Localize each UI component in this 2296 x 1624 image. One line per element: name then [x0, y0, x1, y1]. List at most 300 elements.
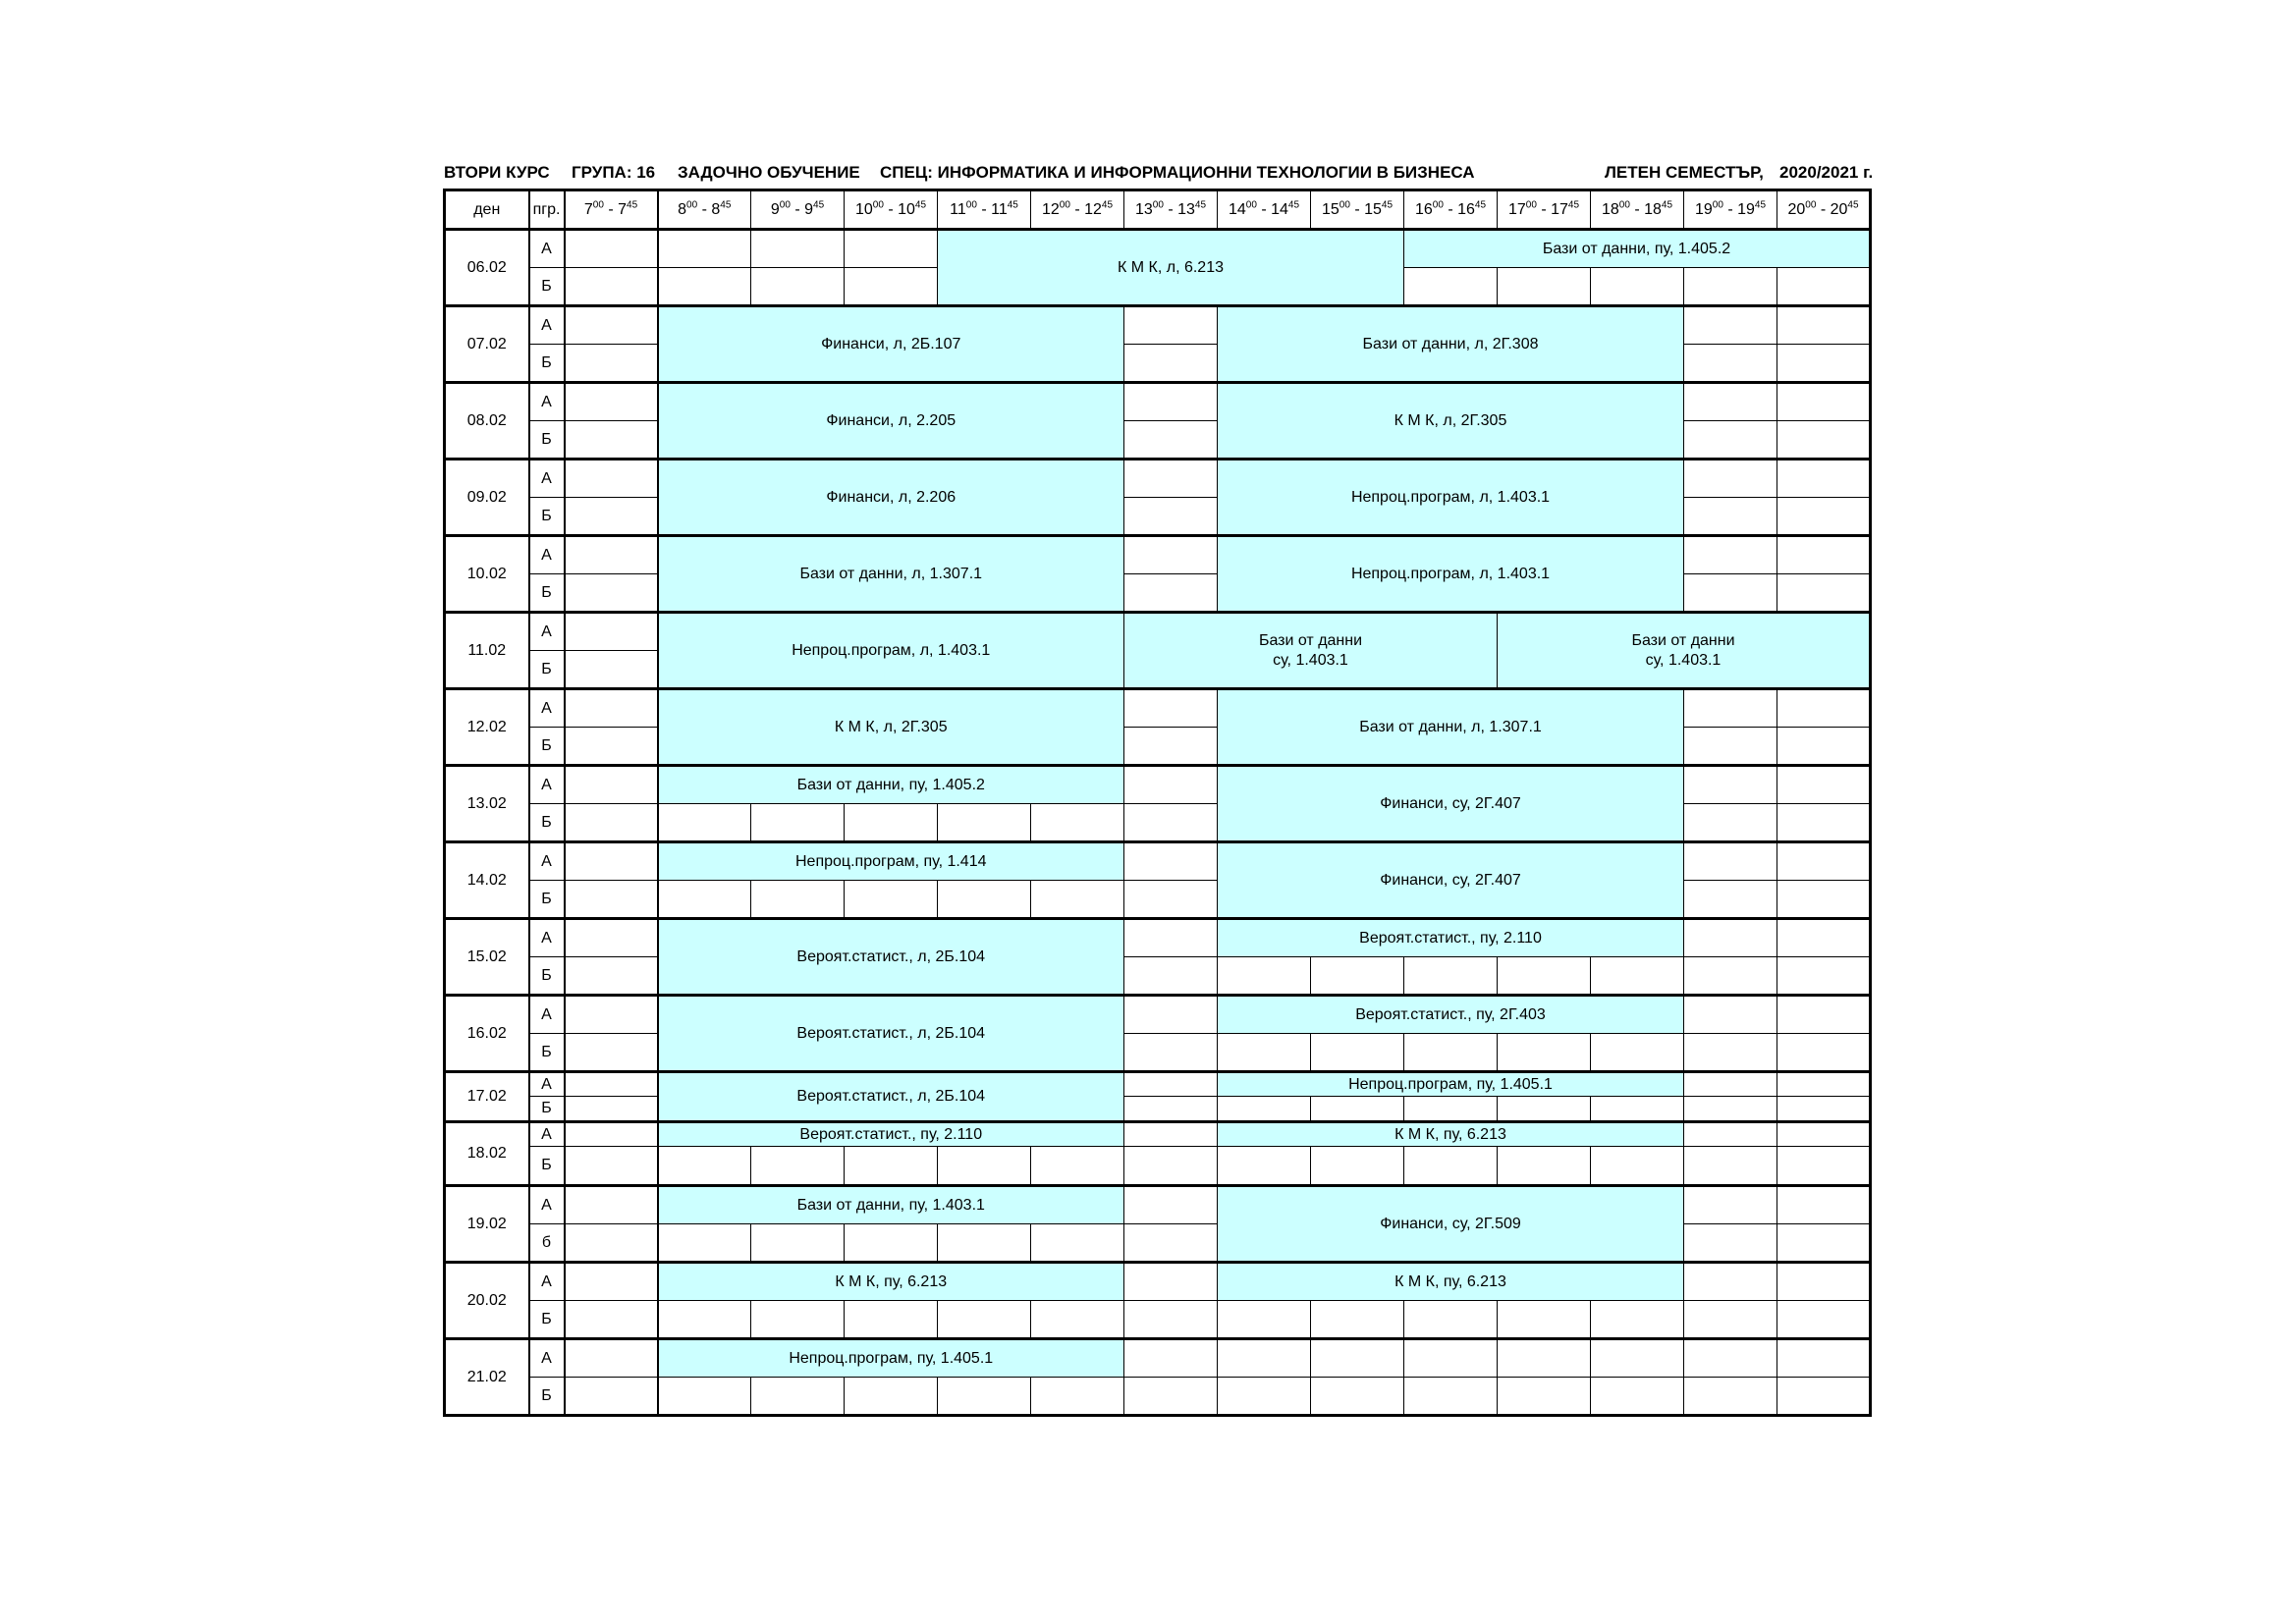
empty-slot [565, 1147, 658, 1186]
empty-slot [565, 383, 658, 421]
slot-header: $8^{00} - 8^{45}$ [658, 190, 751, 230]
subgroup-label: А [529, 1186, 565, 1224]
empty-slot [1404, 1301, 1498, 1339]
empty-slot [1311, 957, 1404, 996]
empty-slot [565, 613, 658, 651]
day-row-subgroup-a [445, 919, 1871, 957]
day-row-subgroup-a [445, 766, 1871, 804]
empty-slot [1124, 1263, 1218, 1301]
empty-slot [1684, 383, 1777, 421]
empty-slot [565, 957, 658, 996]
slot-header: $15^{00} - 15^{45}$ [1311, 190, 1404, 230]
empty-slot [1591, 1097, 1684, 1122]
empty-slot [845, 1378, 938, 1416]
empty-slot [845, 268, 938, 306]
day-date: 11.02 [445, 613, 529, 689]
empty-slot [565, 881, 658, 919]
day-row-subgroup-b [445, 1301, 1871, 1339]
subgroup-label: б [529, 1224, 565, 1263]
day-date: 09.02 [445, 460, 529, 536]
empty-slot [565, 766, 658, 804]
empty-slot [565, 804, 658, 842]
subgroup-label: А [529, 536, 565, 574]
empty-slot [1777, 383, 1871, 421]
subgroup-label: А [529, 1263, 565, 1301]
day-row-subgroup-a [445, 1122, 1871, 1147]
empty-slot [565, 306, 658, 345]
subgroup-label: Б [529, 268, 565, 306]
empty-slot [1311, 1097, 1404, 1122]
empty-slot [1124, 1072, 1218, 1097]
empty-slot [1218, 957, 1311, 996]
day-row-subgroup-a [445, 689, 1871, 728]
empty-slot [565, 1224, 658, 1263]
empty-slot [1124, 1339, 1218, 1378]
empty-slot [1124, 421, 1218, 460]
academic-year-label: 2020/2021 г. [1779, 163, 1874, 182]
empty-slot [658, 1378, 751, 1416]
day-date: 06.02 [445, 230, 529, 306]
day-date: 12.02 [445, 689, 529, 766]
class-block: Финанси, л, 2.206 [658, 460, 1124, 536]
day-date: 13.02 [445, 766, 529, 842]
empty-slot [565, 421, 658, 460]
empty-slot [1684, 268, 1777, 306]
empty-slot [1777, 1122, 1871, 1147]
empty-slot [1777, 460, 1871, 498]
empty-slot [1498, 957, 1591, 996]
empty-slot [1124, 728, 1218, 766]
empty-slot [565, 574, 658, 613]
class-block: Непроц.програм, л, 1.403.1 [1218, 460, 1684, 536]
empty-slot [1218, 1034, 1311, 1072]
day-row-subgroup-a [445, 1263, 1871, 1301]
empty-slot [1777, 766, 1871, 804]
empty-slot [1777, 919, 1871, 957]
empty-slot [1777, 1224, 1871, 1263]
empty-slot [1031, 881, 1124, 919]
empty-slot [1777, 957, 1871, 996]
day-date: 20.02 [445, 1263, 529, 1339]
empty-slot [1684, 421, 1777, 460]
subgroup-label: Б [529, 421, 565, 460]
empty-slot [565, 919, 658, 957]
day-row-subgroup-a [445, 1186, 1871, 1224]
empty-slot [1777, 804, 1871, 842]
empty-slot [1124, 766, 1218, 804]
slot-header: $14^{00} - 14^{45}$ [1218, 190, 1311, 230]
empty-slot [565, 1301, 658, 1339]
empty-slot [1684, 1034, 1777, 1072]
empty-slot [1031, 1147, 1124, 1186]
subgroup-label: Б [529, 574, 565, 613]
empty-slot [565, 268, 658, 306]
empty-slot [1684, 1339, 1777, 1378]
day-row-subgroup-a [445, 842, 1871, 881]
header-row [445, 190, 1871, 230]
empty-slot [751, 230, 845, 268]
subgroup-label: А [529, 383, 565, 421]
empty-slot [1777, 306, 1871, 345]
empty-slot [1311, 1339, 1404, 1378]
empty-slot [1591, 1147, 1684, 1186]
subgroup-label: Б [529, 651, 565, 689]
class-block: Вероят.статист., пу, 2Г.403 [1218, 996, 1684, 1034]
empty-slot [658, 268, 751, 306]
empty-slot [1777, 1339, 1871, 1378]
empty-slot [1124, 383, 1218, 421]
class-block: Вероят.статист., л, 2Б.104 [658, 996, 1124, 1072]
empty-slot [1031, 1378, 1124, 1416]
class-block: Бази от данни, пу, 1.405.2 [1404, 230, 1871, 268]
slot-header: $9^{00} - 9^{45}$ [751, 190, 845, 230]
empty-slot [1591, 1339, 1684, 1378]
empty-slot [565, 1097, 658, 1122]
slot-header: $18^{00} - 18^{45}$ [1591, 190, 1684, 230]
class-block: Непроц.програм, пу, 1.405.1 [658, 1339, 1124, 1378]
subgroup-label: А [529, 919, 565, 957]
empty-slot [658, 804, 751, 842]
empty-slot [1684, 1378, 1777, 1416]
empty-slot [1498, 1147, 1591, 1186]
empty-slot [1777, 1034, 1871, 1072]
empty-slot [938, 1378, 1031, 1416]
empty-slot [1124, 1122, 1218, 1147]
class-block: Вероят.статист., л, 2Б.104 [658, 1072, 1124, 1122]
empty-slot [1124, 1186, 1218, 1224]
empty-slot [1777, 421, 1871, 460]
empty-slot [845, 1301, 938, 1339]
class-block: Финанси, л, 2Б.107 [658, 306, 1124, 383]
empty-slot [1124, 996, 1218, 1034]
group-label: ГРУПА: 16 [572, 163, 656, 182]
schedule-header [444, 163, 1878, 187]
day-date: 07.02 [445, 306, 529, 383]
empty-slot [1684, 728, 1777, 766]
day-row-subgroup-a [445, 460, 1871, 498]
empty-slot [565, 996, 658, 1034]
empty-slot [1218, 1378, 1311, 1416]
empty-slot [1404, 957, 1498, 996]
empty-slot [1684, 1097, 1777, 1122]
empty-slot [1591, 1378, 1684, 1416]
empty-slot [565, 728, 658, 766]
empty-slot [938, 1301, 1031, 1339]
class-block: К М К, л, 2Г.305 [658, 689, 1124, 766]
empty-slot [751, 1378, 845, 1416]
empty-slot [938, 804, 1031, 842]
class-block: К М К, пу, 6.213 [1218, 1122, 1684, 1147]
class-block: Непроц.програм, л, 1.403.1 [1218, 536, 1684, 613]
day-row-subgroup-a [445, 230, 1871, 268]
class-block: Финанси, л, 2.205 [658, 383, 1124, 460]
day-date: 17.02 [445, 1072, 529, 1122]
empty-slot [1777, 1072, 1871, 1097]
empty-slot [1404, 1097, 1498, 1122]
day-date: 21.02 [445, 1339, 529, 1416]
empty-slot [751, 881, 845, 919]
empty-slot [1684, 1186, 1777, 1224]
day-row-subgroup-a [445, 1072, 1871, 1097]
empty-slot [938, 1224, 1031, 1263]
empty-slot [1777, 842, 1871, 881]
subgroup-label: Б [529, 1301, 565, 1339]
day-row-subgroup-a [445, 306, 1871, 345]
empty-slot [1684, 1301, 1777, 1339]
empty-slot [1124, 460, 1218, 498]
empty-slot [751, 1147, 845, 1186]
day-row-subgroup-a [445, 996, 1871, 1034]
empty-slot [1777, 996, 1871, 1034]
empty-slot [1498, 268, 1591, 306]
class-block: Вероят.статист., пу, 2.110 [1218, 919, 1684, 957]
empty-slot [565, 1186, 658, 1224]
class-block: К М К, пу, 6.213 [1218, 1263, 1684, 1301]
empty-slot [565, 1378, 658, 1416]
empty-slot [658, 1224, 751, 1263]
empty-slot [1684, 536, 1777, 574]
empty-slot [1684, 919, 1777, 957]
empty-slot [1684, 574, 1777, 613]
empty-slot [845, 804, 938, 842]
study-mode-label: ЗАДОЧНО ОБУЧЕНИЕ [678, 163, 860, 182]
empty-slot [938, 881, 1031, 919]
empty-slot [658, 881, 751, 919]
subgroup-label: Б [529, 1378, 565, 1416]
subgroup-label: А [529, 1072, 565, 1097]
day-row-subgroup-b [445, 1378, 1871, 1416]
class-block: Бази от данни, л, 2Г.308 [1218, 306, 1684, 383]
empty-slot [1124, 574, 1218, 613]
empty-slot [1124, 498, 1218, 536]
class-block: Вероят.статист., пу, 2.110 [658, 1122, 1124, 1147]
day-date: 10.02 [445, 536, 529, 613]
empty-slot [1311, 1034, 1404, 1072]
empty-slot [1777, 881, 1871, 919]
empty-slot [1124, 306, 1218, 345]
empty-slot [845, 1224, 938, 1263]
empty-slot [1124, 1378, 1218, 1416]
class-block: Бази от данни су, 1.403.1 [1124, 613, 1498, 689]
slot-header: $12^{00} - 12^{45}$ [1031, 190, 1124, 230]
empty-slot [1218, 1339, 1311, 1378]
day-row-subgroup-a [445, 383, 1871, 421]
slot-header: $10^{00} - 10^{45}$ [845, 190, 938, 230]
class-block: Бази от данни, л, 1.307.1 [658, 536, 1124, 613]
empty-slot [1591, 1034, 1684, 1072]
slot-header: $17^{00} - 17^{45}$ [1498, 190, 1591, 230]
empty-slot [1777, 1097, 1871, 1122]
class-block: Вероят.статист., л, 2Б.104 [658, 919, 1124, 996]
subgroup-label: Б [529, 881, 565, 919]
subgroup-label: Б [529, 957, 565, 996]
empty-slot [751, 268, 845, 306]
empty-slot [1124, 881, 1218, 919]
subgroup-label: Б [529, 728, 565, 766]
empty-slot [1031, 1301, 1124, 1339]
subgroup-label: А [529, 1122, 565, 1147]
empty-slot [1684, 881, 1777, 919]
empty-slot [1498, 1034, 1591, 1072]
class-block: К М К, пу, 6.213 [658, 1263, 1124, 1301]
empty-slot [1124, 1097, 1218, 1122]
class-block: Бази от данни су, 1.403.1 [1498, 613, 1871, 689]
empty-slot [1311, 1378, 1404, 1416]
day-date: 14.02 [445, 842, 529, 919]
empty-slot [751, 804, 845, 842]
empty-slot [1684, 1072, 1777, 1097]
slot-header: $20^{00} - 20^{45}$ [1777, 190, 1871, 230]
subgroup-label: Б [529, 804, 565, 842]
subgroup-label: А [529, 613, 565, 651]
subgroup-label: А [529, 766, 565, 804]
empty-slot [1498, 1097, 1591, 1122]
empty-slot [565, 1072, 658, 1097]
subgroup-label: Б [529, 1097, 565, 1122]
day-date: 08.02 [445, 383, 529, 460]
empty-slot [1498, 1301, 1591, 1339]
empty-slot [1311, 1301, 1404, 1339]
empty-slot [1404, 1147, 1498, 1186]
empty-slot [1777, 728, 1871, 766]
empty-slot [1684, 1122, 1777, 1147]
slot-header: $7^{00} - 7^{45}$ [565, 190, 658, 230]
class-block: Непроц.програм, пу, 1.414 [658, 842, 1124, 881]
empty-slot [1684, 460, 1777, 498]
empty-slot [751, 1301, 845, 1339]
empty-slot [1498, 1378, 1591, 1416]
empty-slot [845, 230, 938, 268]
empty-slot [1591, 957, 1684, 996]
empty-slot [1684, 1224, 1777, 1263]
day-date: 19.02 [445, 1186, 529, 1263]
course-label: ВТОРИ КУРС [444, 163, 550, 182]
empty-slot [658, 230, 751, 268]
subgroup-label: А [529, 842, 565, 881]
empty-slot [1684, 766, 1777, 804]
empty-slot [1777, 536, 1871, 574]
empty-slot [565, 1263, 658, 1301]
empty-slot [1031, 1224, 1124, 1263]
empty-slot [1124, 919, 1218, 957]
empty-slot [565, 536, 658, 574]
day-row-subgroup-a [445, 613, 1871, 651]
empty-slot [1404, 1339, 1498, 1378]
empty-slot [565, 842, 658, 881]
slot-header: $11^{00} - 11^{45}$ [938, 190, 1031, 230]
empty-slot [1777, 1263, 1871, 1301]
class-block: Финанси, су, 2Г.509 [1218, 1186, 1684, 1263]
empty-slot [1684, 957, 1777, 996]
slot-header: $13^{00} - 13^{45}$ [1124, 190, 1218, 230]
empty-slot [565, 345, 658, 383]
subgroup-label: А [529, 306, 565, 345]
empty-slot [1684, 1263, 1777, 1301]
empty-slot [565, 498, 658, 536]
empty-slot [1684, 306, 1777, 345]
empty-slot [1218, 1147, 1311, 1186]
empty-slot [1124, 1034, 1218, 1072]
empty-slot [845, 1147, 938, 1186]
empty-slot [1777, 1147, 1871, 1186]
empty-slot [565, 230, 658, 268]
day-row-subgroup-a [445, 1339, 1871, 1378]
empty-slot [1124, 345, 1218, 383]
class-block: Финанси, су, 2Г.407 [1218, 766, 1684, 842]
empty-slot [1218, 1097, 1311, 1122]
empty-slot [1031, 804, 1124, 842]
empty-slot [938, 1147, 1031, 1186]
subgroup-label: А [529, 996, 565, 1034]
day-row-subgroup-b [445, 1147, 1871, 1186]
empty-slot [1124, 957, 1218, 996]
empty-slot [1777, 1378, 1871, 1416]
slot-header: $16^{00} - 16^{45}$ [1404, 190, 1498, 230]
subgroup-label: Б [529, 345, 565, 383]
empty-slot [1777, 689, 1871, 728]
empty-slot [658, 1147, 751, 1186]
empty-slot [565, 460, 658, 498]
subgroup-label: А [529, 230, 565, 268]
empty-slot [565, 651, 658, 689]
day-column-header: ден [445, 190, 529, 230]
class-block: Бази от данни, пу, 1.403.1 [658, 1186, 1124, 1224]
empty-slot [1684, 345, 1777, 383]
class-block: К М К, л, 6.213 [938, 230, 1404, 306]
empty-slot [565, 1339, 658, 1378]
empty-slot [1684, 689, 1777, 728]
day-row-subgroup-a [445, 536, 1871, 574]
empty-slot [1591, 268, 1684, 306]
subgroup-label: Б [529, 1034, 565, 1072]
day-date: 18.02 [445, 1122, 529, 1186]
empty-slot [1591, 1301, 1684, 1339]
subgroup-label: А [529, 460, 565, 498]
class-block: Бази от данни, л, 1.307.1 [1218, 689, 1684, 766]
subgroup-label: А [529, 1339, 565, 1378]
class-block: Финанси, су, 2Г.407 [1218, 842, 1684, 919]
schedule-table [443, 189, 1872, 1417]
empty-slot [1777, 1301, 1871, 1339]
empty-slot [845, 881, 938, 919]
empty-slot [1404, 268, 1498, 306]
subgroup-label: Б [529, 498, 565, 536]
empty-slot [1684, 842, 1777, 881]
empty-slot [1124, 536, 1218, 574]
day-date: 15.02 [445, 919, 529, 996]
empty-slot [1684, 804, 1777, 842]
empty-slot [1777, 498, 1871, 536]
specialty-label: СПЕЦ: ИНФОРМАТИКА И ИНФОРМАЦИОННИ ТЕХНОЛОГИИ В БИЗНЕСА [880, 163, 1475, 182]
empty-slot [1684, 996, 1777, 1034]
empty-slot [1124, 804, 1218, 842]
empty-slot [1218, 1301, 1311, 1339]
empty-slot [1684, 498, 1777, 536]
class-block: Непроц.програм, л, 1.403.1 [658, 613, 1124, 689]
empty-slot [565, 689, 658, 728]
empty-slot [1777, 1186, 1871, 1224]
day-date: 16.02 [445, 996, 529, 1072]
empty-slot [1124, 842, 1218, 881]
empty-slot [1124, 689, 1218, 728]
slot-header: $19^{00} - 19^{45}$ [1684, 190, 1777, 230]
subgroup-label: Б [529, 1147, 565, 1186]
empty-slot [565, 1122, 658, 1147]
empty-slot [1124, 1301, 1218, 1339]
class-block: К М К, л, 2Г.305 [1218, 383, 1684, 460]
empty-slot [658, 1301, 751, 1339]
empty-slot [1777, 345, 1871, 383]
